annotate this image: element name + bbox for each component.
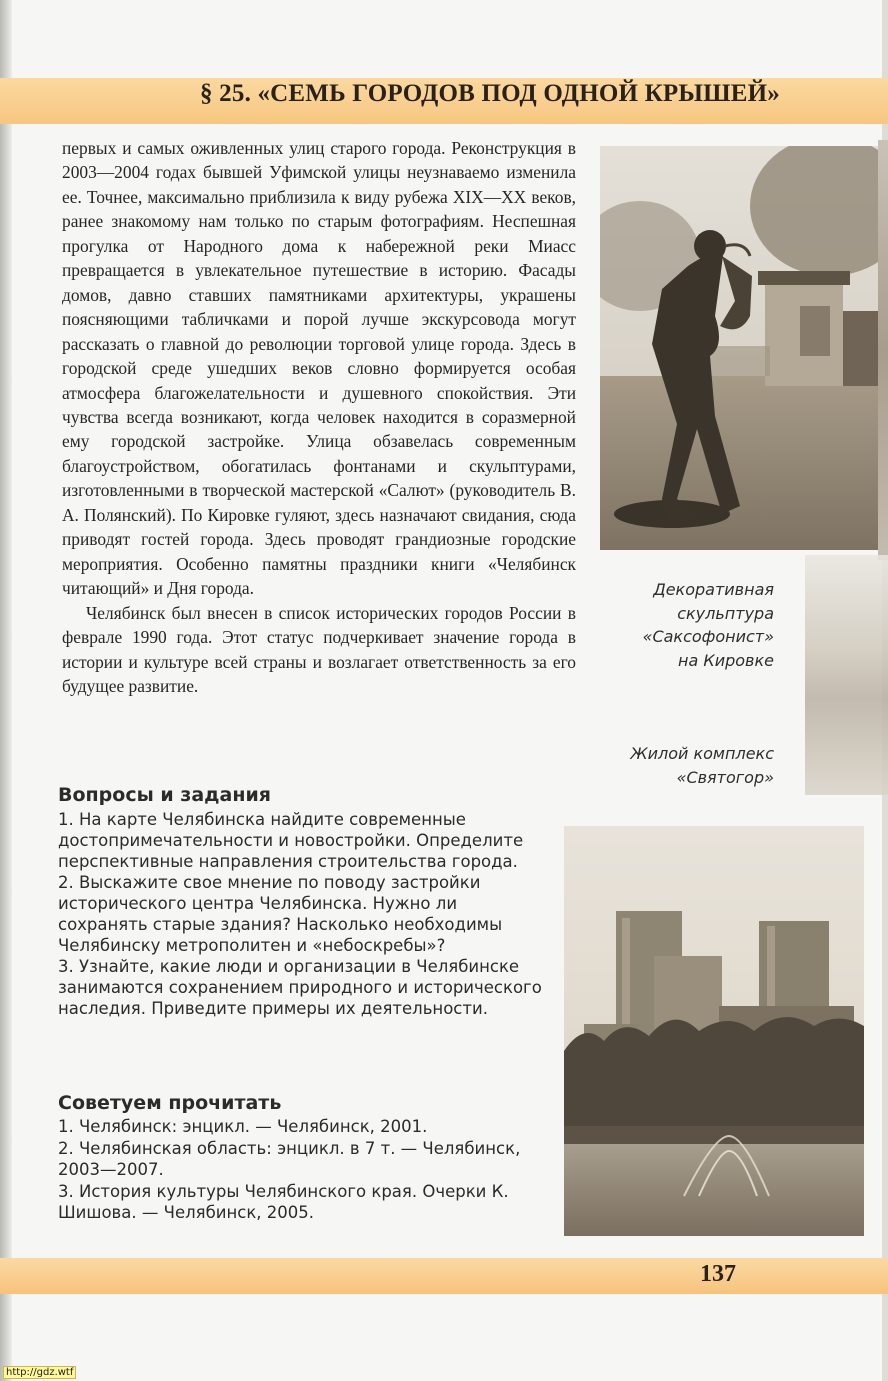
question-item: 3. Узнайте, какие люди и организации в Челябинске занимаются сохранением природного и исторического наследия. Приведите примеры их деятельности. [58, 957, 542, 1018]
caption-line: «Саксофонист» [642, 627, 774, 646]
article-text [62, 136, 576, 698]
page-binding-edge [0, 0, 12, 1381]
caption-line: скульптура [677, 603, 774, 623]
questions-list [58, 809, 548, 1019]
caption-line: на Кировке [678, 650, 774, 670]
page-number: 137 [700, 1261, 736, 1287]
watermark-link[interactable]: http://gdz.wtf [3, 1366, 76, 1379]
saxophonist-sculpture-image [600, 146, 878, 550]
adjacent-page-strip-top [878, 140, 888, 560]
svyatogor-caption [534, 742, 774, 789]
section-title: § 25. «СЕМЬ ГОРОДОВ ПОД ОДНОЙ КРЫШЕЙ» [200, 80, 780, 107]
saxophonist-caption [554, 578, 774, 672]
saxophonist-sculpture-photo [600, 146, 878, 550]
reading-item: 3. История культуры Челябинского края. Очерки К. Шишова. — Челябинск, 2005. [58, 1181, 509, 1222]
question-item: 2. Выскажите свое мнение по поводу застройки исторического центра Челябинска. Нужно ли сохранять старые здания? Насколько необходимы Челябинску метрополитен и «небоскребы»? [58, 873, 503, 955]
svyatogor-complex-image [564, 826, 864, 1236]
reading-title: Советуем прочитать [58, 1092, 282, 1114]
question-item: 1. На карте Челябинска найдите современные достопримечательности и новостройки. Определите перспективные направления строительства города. [58, 810, 524, 871]
caption-line: «Святогор» [676, 767, 774, 787]
caption-line: Жилой комплекс [630, 744, 774, 763]
section-header-bar [0, 78, 888, 124]
footer-bar [0, 1258, 888, 1294]
reading-item: 1. Челябинск: энцикл. — Челябинск, 2001. [58, 1117, 428, 1136]
article-paragraph: первых и самых оживленных улиц старого города. Реконструкция в 2003—2004 годах бывшей Уфимской улицы неузнаваемо изменила ее. Точнее, максимально приблизила к виду рубежа XIX—XX веков, ранее знакомому нам только по старым фотографиям. Неспешная прогулка от Народного дома к набережной реки Миасс превращается в увлекательное путешествие в историю. Фасады домов, давно ставших памятниками архитектуры, украшены поясняющими табличками и порой лучше экскурсовода могут рассказать о главной до революции торговой улице города. Здесь в городской среде ушедших веков словно формируется особая атмосфера благожелательности и душевного спокойствия. Эти чувства всегда возникают, когда человек находится в соразмерной ему городской застройке. Улица обзавелась современным благоустройством, обогатилась фонтанами и скульптурами, изготовленными в творческой мастерской «Салют» (руководитель В. А. Полянский). По Кировке гуляют, здесь назначают свидания, сюда приводят гостей города. Здесь проводят грандиозные городские мероприятия. Особенно памятны праздники книги «Челябинск читающий» и Дня города. [62, 138, 576, 599]
caption-line: Декоративная [653, 580, 774, 599]
svyatogor-complex-photo [564, 826, 864, 1236]
reading-list [58, 1116, 548, 1224]
questions-title: Вопросы и задания [58, 784, 271, 806]
article-paragraph: Челябинск был внесен в список исторических городов России в феврале 1990 года. Этот статус подчеркивает значение города в истории и культуре всей страны и возлагает ответственность за его будущее развитие. [62, 602, 576, 696]
reading-item: 2. Челябинская область: энцикл. в 7 т. — Челябинск, 2003—2007. [58, 1138, 521, 1179]
adjacent-page-strip-middle [805, 555, 888, 795]
